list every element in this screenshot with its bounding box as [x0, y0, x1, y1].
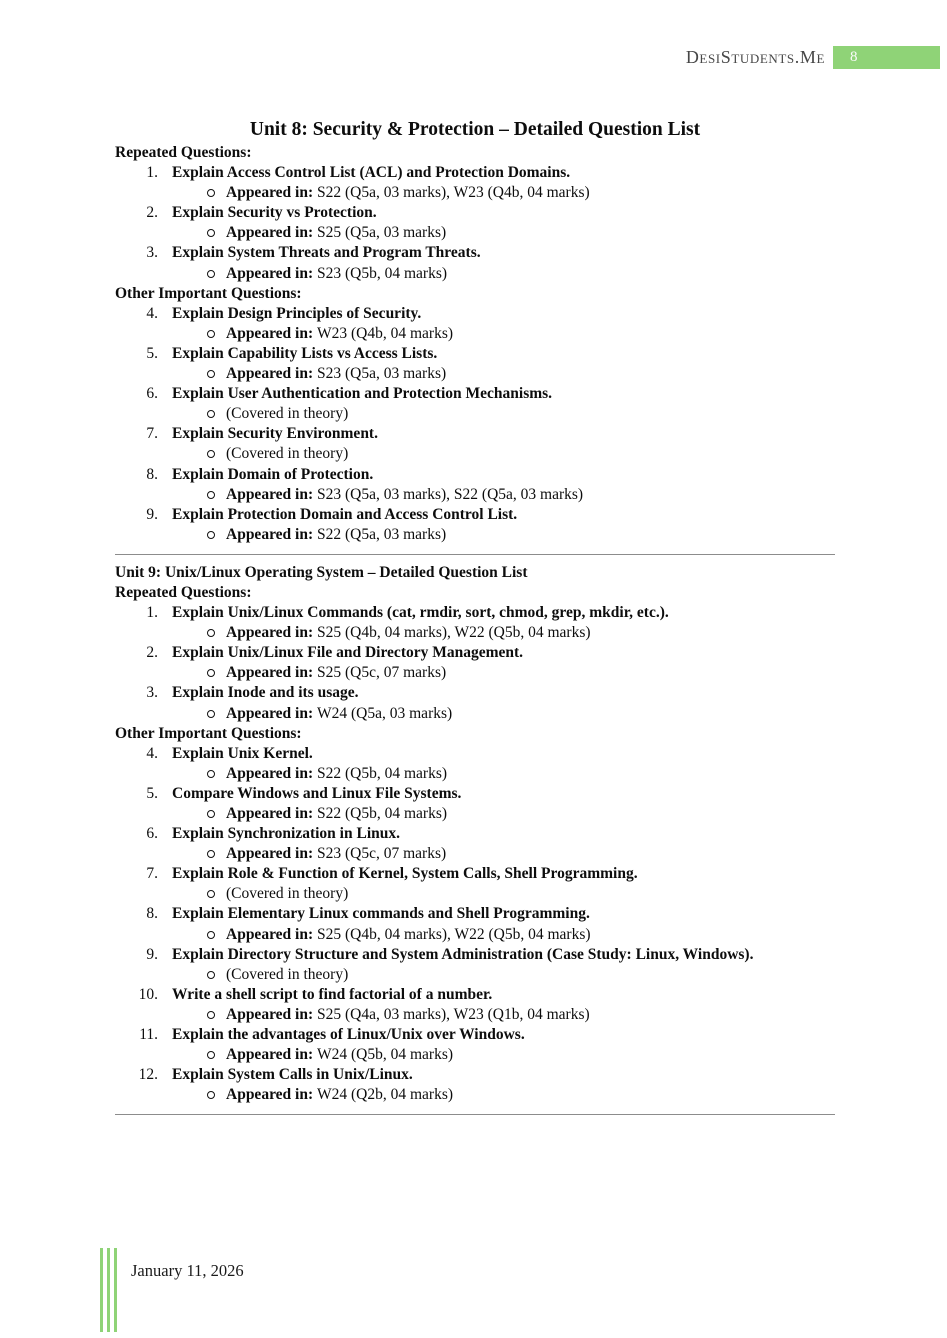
appearance-detail: S23 (Q5a, 03 marks): [313, 365, 447, 383]
appearance-detail: S25 (Q4b, 04 marks), W22 (Q5b, 04 marks): [313, 925, 591, 943]
question-number: 6.: [146, 825, 158, 843]
group-heading: Other Important Questions:: [115, 284, 302, 302]
appearance-line: [115, 804, 835, 824]
question-item: [115, 465, 835, 485]
appearance-line: [115, 884, 835, 904]
appeared-in-label: Appeared in:: [226, 1046, 314, 1064]
circle-bullet-icon: [207, 1051, 215, 1059]
question-text: Explain Protection Domain and Access Control List.: [172, 505, 518, 523]
circle-bullet-icon: [207, 971, 215, 979]
appearance-detail: S22 (Q5b, 04 marks): [313, 805, 448, 822]
question-number: 9.: [146, 505, 158, 523]
appeared-in-label: Appeared in:: [226, 324, 314, 342]
question-item: [115, 304, 835, 324]
circle-bullet-icon: [207, 1091, 215, 1099]
question-text: Explain System Threats and Program Threats.: [172, 244, 481, 262]
appeared-in-label: Appeared in:: [226, 1005, 314, 1023]
question-item: [115, 603, 835, 623]
appearance-detail: (Covered in theory): [226, 445, 349, 463]
footer-accent-bars-icon: [100, 1248, 121, 1332]
question-item: [115, 985, 835, 1005]
question-text: Explain Elementary Linux commands and Shell Programming.: [172, 905, 590, 923]
group-heading: Repeated Questions:: [115, 144, 252, 161]
question-item: [115, 945, 835, 965]
appearance-line: [115, 485, 835, 505]
appeared-in-label: Appeared in:: [226, 264, 314, 282]
question-number: 3.: [146, 684, 158, 702]
question-item: [115, 344, 835, 364]
question-item: [115, 203, 835, 223]
circle-bullet-icon: [207, 931, 215, 939]
page-number: 8: [850, 49, 858, 65]
appearance-detail: S23 (Q5c, 07 marks): [313, 845, 447, 863]
section-divider: [115, 554, 835, 555]
question-text: Explain the advantages of Linux/Unix over Windows.: [172, 1026, 525, 1044]
group-heading: Other Important Questions:: [115, 724, 302, 742]
question-text: Explain Design Principles of Security.: [172, 304, 422, 322]
appearance-line: [115, 925, 835, 945]
appeared-in-label: Appeared in:: [226, 184, 314, 202]
appeared-in-label: Appeared in:: [226, 704, 314, 722]
question-text: Explain Security vs Protection.: [172, 204, 377, 222]
appearance-detail: W23 (Q4b, 04 marks): [313, 324, 454, 342]
circle-bullet-icon: [207, 491, 215, 499]
question-number: 1.: [146, 604, 158, 622]
appearance-detail: (Covered in theory): [226, 405, 349, 423]
section-divider: [115, 1114, 835, 1115]
question-number: 10.: [138, 985, 158, 1003]
question-number: 4.: [146, 304, 158, 322]
circle-bullet-icon: [207, 450, 215, 458]
circle-bullet-icon: [207, 629, 215, 637]
question-item: [115, 784, 835, 804]
question-number: 7.: [146, 425, 158, 443]
question-text: Explain Access Control List (ACL) and Protection Domains.: [172, 164, 571, 182]
question-number: 9.: [146, 945, 158, 963]
question-item: [115, 683, 835, 703]
appearance-detail: S25 (Q5c, 07 marks): [313, 664, 447, 682]
question-number: 4.: [146, 744, 158, 762]
question-text: Explain Synchronization in Linux.: [172, 825, 400, 843]
question-item: [115, 744, 835, 764]
question-number: 2.: [146, 204, 158, 222]
question-text: Explain Directory Structure and System Administration (Case Study: Linux, Windows).: [172, 945, 754, 963]
appearance-detail: S22 (Q5a, 03 marks), W23 (Q4b, 04 marks): [313, 184, 590, 202]
appeared-in-label: Appeared in:: [226, 485, 314, 503]
circle-bullet-icon: [207, 1011, 215, 1019]
question-number: 3.: [146, 244, 158, 262]
page-footer: [100, 1248, 244, 1332]
appeared-in-label: Appeared in:: [226, 925, 314, 943]
appearance-detail: W24 (Q5b, 04 marks): [313, 1046, 454, 1064]
appearance-line: [115, 623, 835, 643]
brand-text: DesiStudents.Me: [685, 47, 825, 67]
circle-bullet-icon: [207, 270, 215, 278]
question-item: [115, 243, 835, 263]
question-item: [115, 1065, 835, 1085]
question-item: [115, 1025, 835, 1045]
appearance-line: [115, 704, 835, 724]
appearance-line: [115, 1005, 835, 1025]
question-number: 7.: [146, 865, 158, 883]
question-item: [115, 163, 835, 183]
page-number-badge: [833, 46, 940, 69]
appearance-line: [115, 1085, 835, 1105]
group-heading: Repeated Questions:: [115, 583, 252, 601]
circle-bullet-icon: [207, 850, 215, 858]
appeared-in-label: Appeared in:: [226, 845, 314, 863]
circle-bullet-icon: [207, 770, 215, 778]
appeared-in-label: Appeared in:: [226, 805, 314, 822]
circle-bullet-icon: [207, 229, 215, 237]
appeared-in-label: Appeared in:: [226, 624, 314, 642]
appearance-detail: (Covered in theory): [226, 885, 349, 903]
appearance-detail: W24 (Q2b, 04 marks): [313, 1086, 454, 1104]
appearance-line: [115, 663, 835, 683]
appearance-line: [115, 264, 835, 284]
question-number: 5.: [146, 344, 158, 362]
appearance-detail: W24 (Q5a, 03 marks): [313, 704, 453, 722]
appearance-detail: S25 (Q4b, 04 marks), W22 (Q5b, 04 marks): [313, 624, 591, 642]
question-text: Explain Unix/Linux File and Directory Management.: [172, 644, 524, 662]
appearance-detail: S25 (Q4a, 03 marks), W23 (Q1b, 04 marks): [313, 1005, 590, 1023]
appeared-in-label: Appeared in:: [226, 525, 314, 543]
appearance-detail: S25 (Q5a, 03 marks): [313, 224, 447, 242]
circle-bullet-icon: [207, 810, 215, 818]
circle-bullet-icon: [207, 370, 215, 378]
appearance-line: [115, 444, 835, 464]
circle-bullet-icon: [207, 710, 215, 718]
page-header: [0, 46, 940, 69]
appearance-detail: S23 (Q5b, 04 marks): [313, 264, 448, 282]
appearance-detail: S22 (Q5a, 03 marks): [313, 525, 447, 543]
circle-bullet-icon: [207, 531, 215, 539]
question-item: [115, 904, 835, 924]
appearance-detail: (Covered in theory): [226, 965, 349, 983]
question-text: Explain Unix Kernel.: [172, 744, 313, 762]
appeared-in-label: Appeared in:: [226, 1086, 314, 1104]
question-text: Explain Domain of Protection.: [172, 465, 374, 483]
appearance-line: [115, 324, 835, 344]
question-item: [115, 864, 835, 884]
question-number: 5.: [146, 784, 158, 802]
question-text: Explain Inode and its usage.: [172, 684, 359, 702]
appearance-line: [115, 525, 835, 545]
appearance-line: [115, 223, 835, 243]
appearance-detail: S23 (Q5a, 03 marks), S22 (Q5a, 03 marks): [313, 485, 584, 503]
circle-bullet-icon: [207, 890, 215, 898]
appearance-line: [115, 183, 835, 203]
question-text: Compare Windows and Linux File Systems.: [172, 784, 462, 802]
appearance-line: [115, 764, 835, 784]
circle-bullet-icon: [207, 330, 215, 338]
appearance-line: [115, 364, 835, 384]
question-number: 8.: [146, 905, 158, 923]
question-number: 8.: [146, 465, 158, 483]
unit-title: Unit 9: Unix/Linux Operating System – Detailed Question List: [115, 563, 528, 581]
question-number: 1.: [146, 164, 158, 182]
question-text: Explain Unix/Linux Commands (cat, rmdir, sort, chmod, grep, mkdir, etc.).: [172, 604, 669, 622]
question-number: 11.: [139, 1026, 158, 1044]
question-text: Explain System Calls in Unix/Linux.: [172, 1066, 413, 1084]
appeared-in-label: Appeared in:: [226, 764, 314, 782]
question-number: 12.: [138, 1066, 158, 1084]
question-item: [115, 505, 835, 525]
circle-bullet-icon: [207, 410, 215, 418]
question-text: Explain Capability Lists vs Access Lists.: [172, 344, 438, 362]
appearance-line: [115, 844, 835, 864]
appearance-line: [115, 404, 835, 424]
question-number: 2.: [146, 644, 158, 662]
appearance-line: [115, 1045, 835, 1065]
appearance-line: [115, 965, 835, 985]
appeared-in-label: Appeared in:: [226, 664, 314, 682]
question-item: [115, 384, 835, 404]
question-item: [115, 424, 835, 444]
circle-bullet-icon: [207, 669, 215, 677]
appearance-detail: S22 (Q5b, 04 marks): [313, 764, 448, 782]
appeared-in-label: Appeared in:: [226, 224, 314, 242]
circle-bullet-icon: [207, 189, 215, 197]
question-text: Explain User Authentication and Protection Mechanisms.: [172, 385, 553, 403]
question-text: Explain Security Environment.: [172, 425, 378, 443]
question-item: [115, 824, 835, 844]
document-content: [115, 116, 835, 1123]
question-number: 6.: [146, 385, 158, 403]
footer-date: January 11, 2026: [131, 1261, 244, 1280]
appeared-in-label: Appeared in:: [226, 365, 314, 383]
question-text: Explain Role & Function of Kernel, System Calls, Shell Programming.: [172, 865, 638, 883]
unit-title: Unit 8: Security & Protection – Detailed Question List: [249, 119, 701, 140]
question-text: Write a shell script to find factorial of a number.: [172, 985, 493, 1003]
question-item: [115, 643, 835, 663]
